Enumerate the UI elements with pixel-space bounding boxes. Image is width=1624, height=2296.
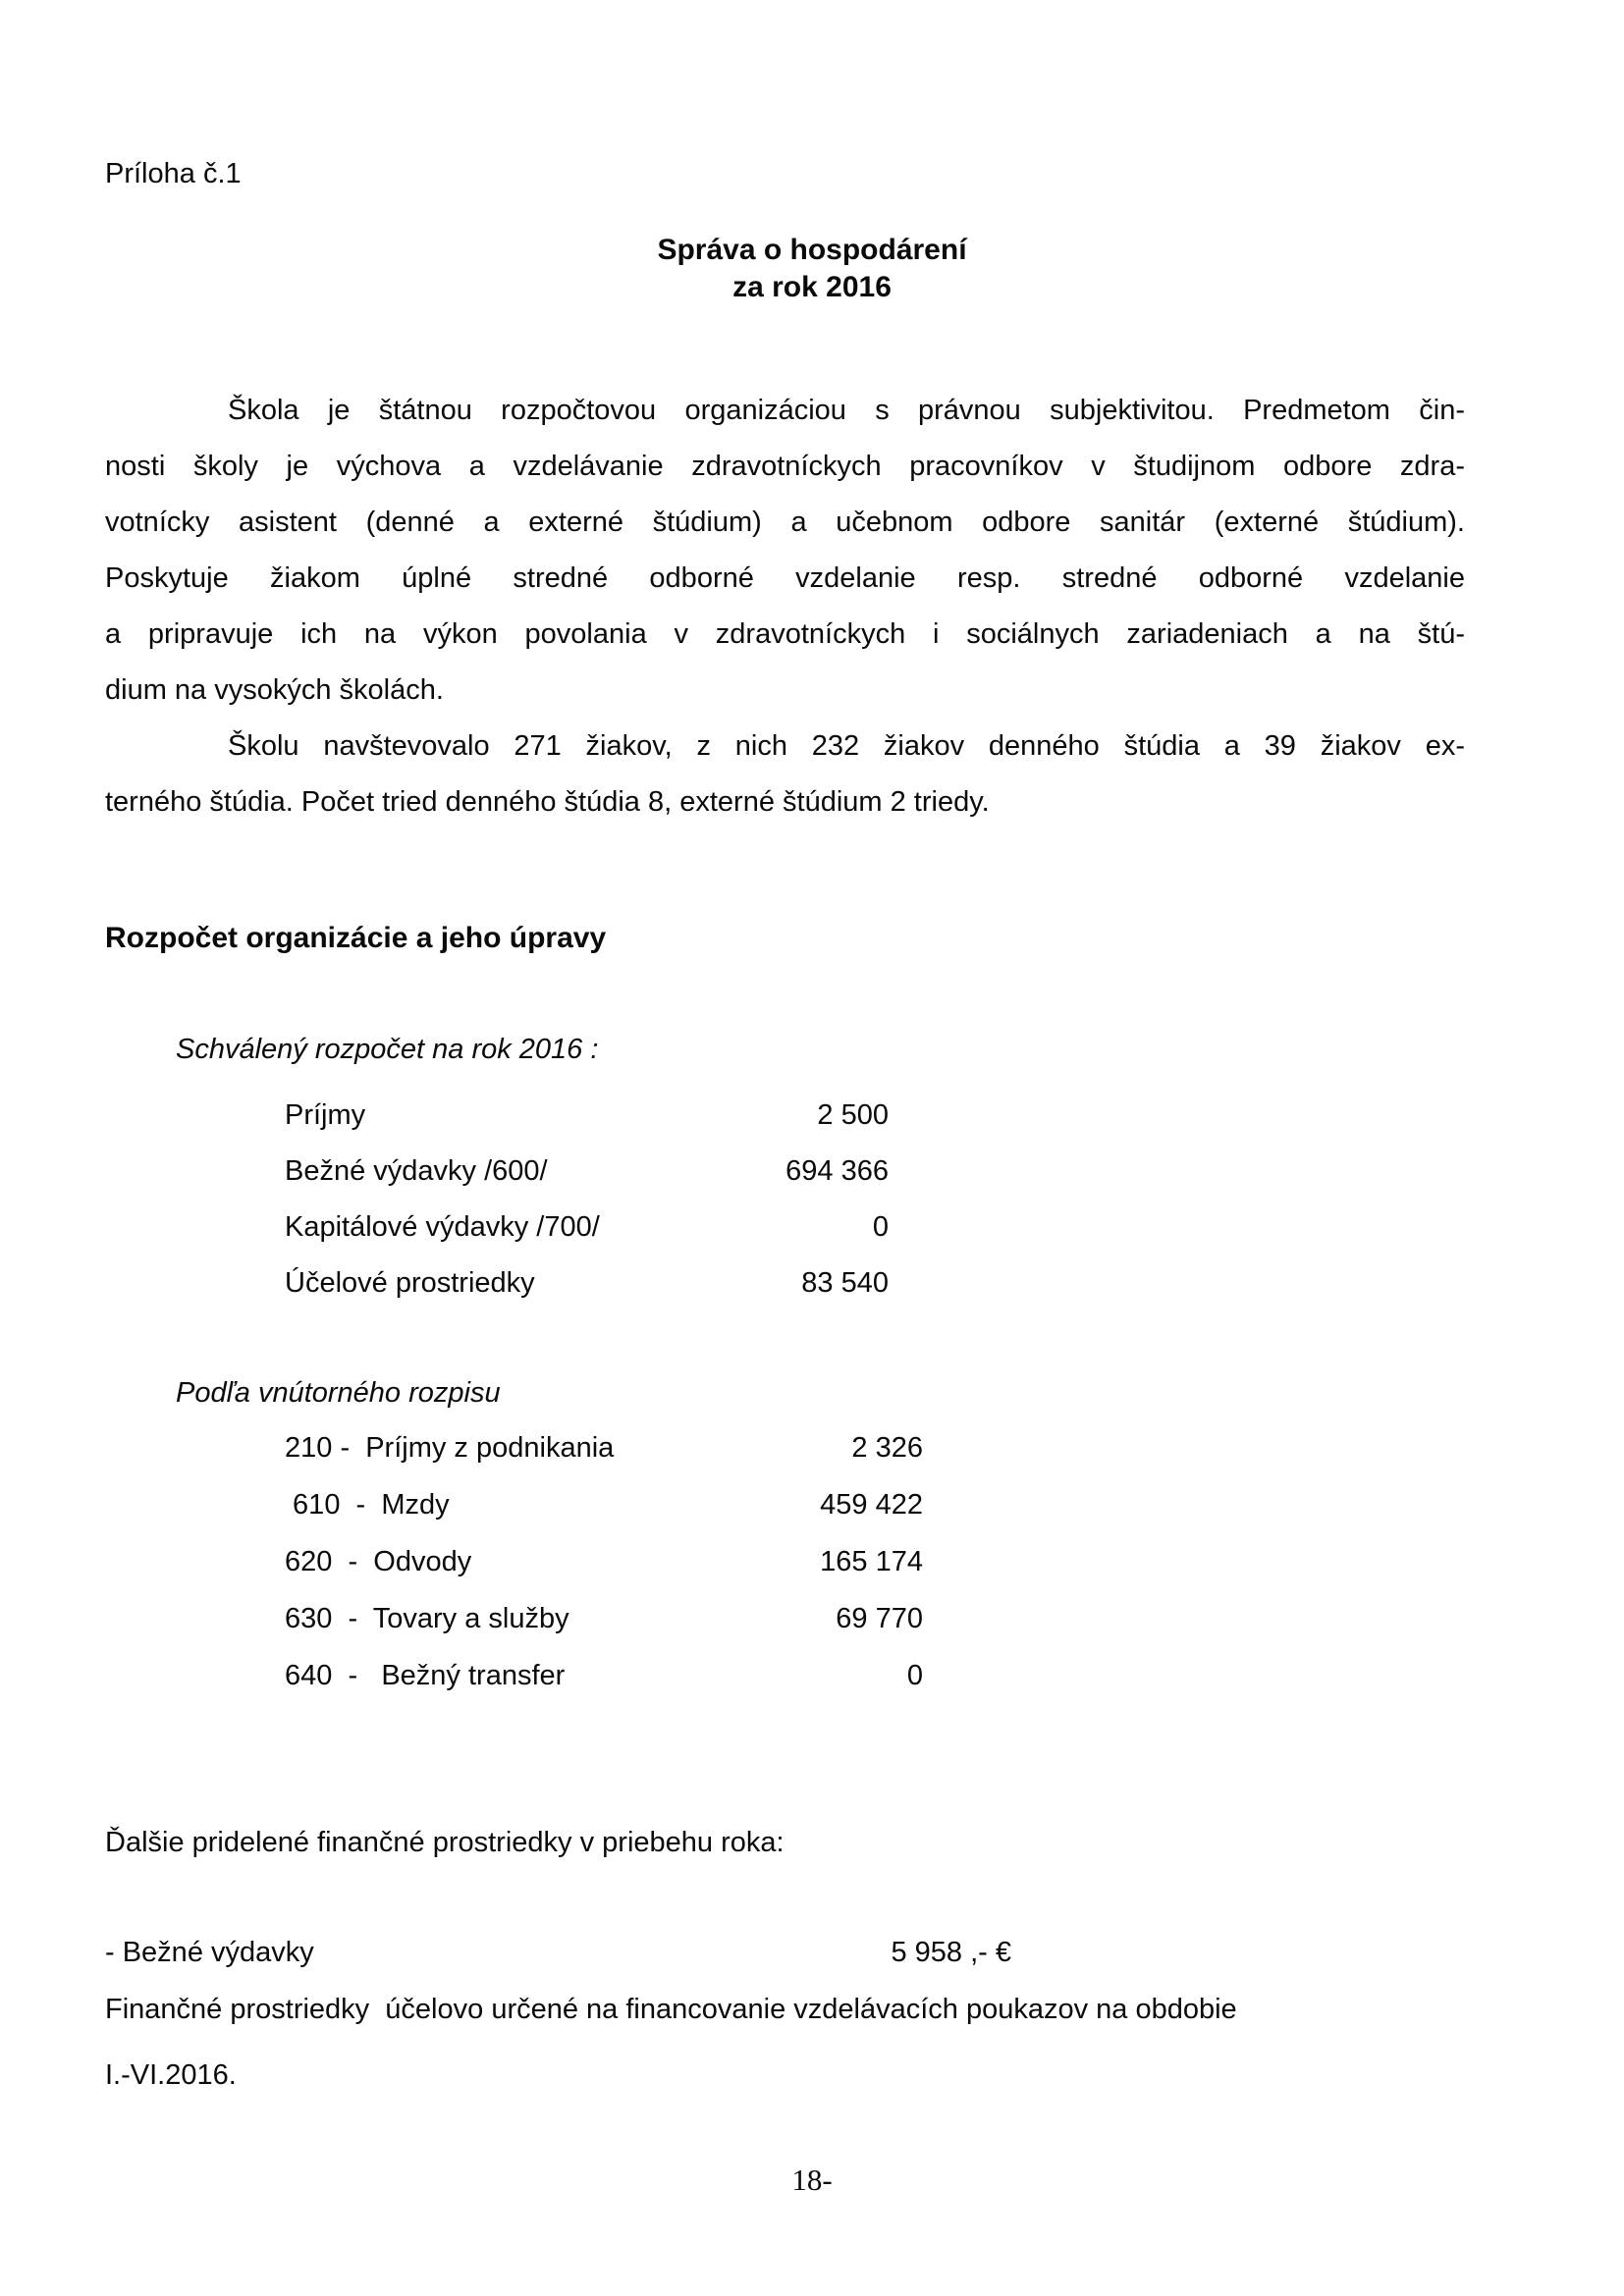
approved-budget-table — [105, 1088, 1465, 1311]
budget-row — [105, 1419, 1465, 1476]
budget-row-value: 2 326 — [851, 1432, 923, 1464]
additional-funds-item — [105, 1936, 1465, 1969]
budget-row — [105, 1647, 1465, 1704]
text-line: a pripravuje ich na výkon povolania v zdravotníckych i sociálnych zariadeniach a na štú- — [105, 618, 1465, 650]
budget-row-value: 69 770 — [836, 1603, 923, 1634]
additional-funds-heading: Ďalšie pridelené finančné prostriedky v priebehu roka: — [105, 1827, 785, 1858]
budget-row-label: Účelové prostriedky — [285, 1267, 535, 1299]
budget-row-value: 0 — [872, 1211, 889, 1243]
approved-budget-caption: Schválený rozpočet na rok 2016 : — [176, 1034, 599, 1065]
additional-item-label: - Bežné výdavky — [105, 1937, 314, 1968]
page-number: 18- — [791, 2163, 833, 2197]
budget-row — [105, 1144, 1465, 1200]
budget-row — [105, 1476, 1465, 1533]
budget-row-label: 610 - Mzdy — [285, 1489, 450, 1521]
budget-row-label: 620 - Odvody — [285, 1546, 472, 1577]
budget-row-label: 640 - Bežný transfer — [285, 1660, 566, 1691]
budget-row-value: 2 500 — [817, 1099, 889, 1131]
additional-item-value: 5 958 ,- € — [891, 1937, 1011, 1968]
document-title — [0, 232, 1624, 306]
text-line: votnícky asistent (denné a externé štúdium) a učebnom odbore sanitár (externé štúdium). — [105, 507, 1465, 538]
budget-row — [105, 1590, 1465, 1647]
budget-row — [105, 1255, 1465, 1311]
budget-row-label: Príjmy — [285, 1099, 366, 1131]
text-line: Školu navštevovalo 271 žiakov, z nich 232 žiakov denného štúdia a 39 žiakov ex- — [228, 730, 1465, 762]
internal-budget-caption: Podľa vnútorného rozpisu — [176, 1377, 501, 1409]
budget-row — [105, 1200, 1465, 1255]
intro-paragraphs — [105, 383, 1465, 830]
budget-section-heading: Rozpočet organizácie a jeho úpravy — [105, 922, 607, 954]
additional-funds-note-line1: Finančné prostriedky účelovo určené na financovanie vzdelávacích poukazov na obdobie — [105, 1994, 1237, 2025]
internal-budget-table — [105, 1419, 1465, 1704]
text-line: nosti školy je výchova a vzdelávanie zdravotníckych pracovníkov v študijnom odbore zdra- — [105, 451, 1465, 482]
text-line: Škola je štátnou rozpočtovou organizáciou s právnou subjektivitou. Predmetom čin- — [228, 395, 1465, 426]
attachment-label: Príloha č.1 — [105, 158, 242, 189]
budget-row-value: 83 540 — [801, 1267, 889, 1299]
budget-row-value: 459 422 — [820, 1489, 923, 1521]
budget-row-value: 694 366 — [785, 1155, 889, 1187]
budget-row-label: 210 - Príjmy z podnikania — [285, 1432, 615, 1464]
budget-row — [105, 1088, 1465, 1144]
document-title-line2: za rok 2016 — [732, 271, 892, 303]
budget-row — [105, 1533, 1465, 1590]
document-title-line1: Správa o hospodárení — [657, 234, 967, 266]
budget-row-label: 630 - Tovary a služby — [285, 1603, 569, 1634]
budget-row-label: Kapitálové výdavky /700/ — [285, 1211, 600, 1243]
budget-row-value: 0 — [906, 1660, 923, 1691]
budget-row-label: Bežné výdavky /600/ — [285, 1155, 548, 1187]
text-line: dium na vysokých školách. — [105, 674, 444, 706]
additional-funds-note-line2: I.-VI.2016. — [105, 2059, 237, 2091]
budget-row-value: 165 174 — [820, 1546, 923, 1577]
text-line: Poskytuje žiakom úplné stredné odborné vzdelanie resp. stredné odborné vzdelanie — [105, 562, 1465, 594]
text-line: terného štúdia. Počet tried denného štúdia 8, externé štúdium 2 triedy. — [105, 786, 990, 818]
